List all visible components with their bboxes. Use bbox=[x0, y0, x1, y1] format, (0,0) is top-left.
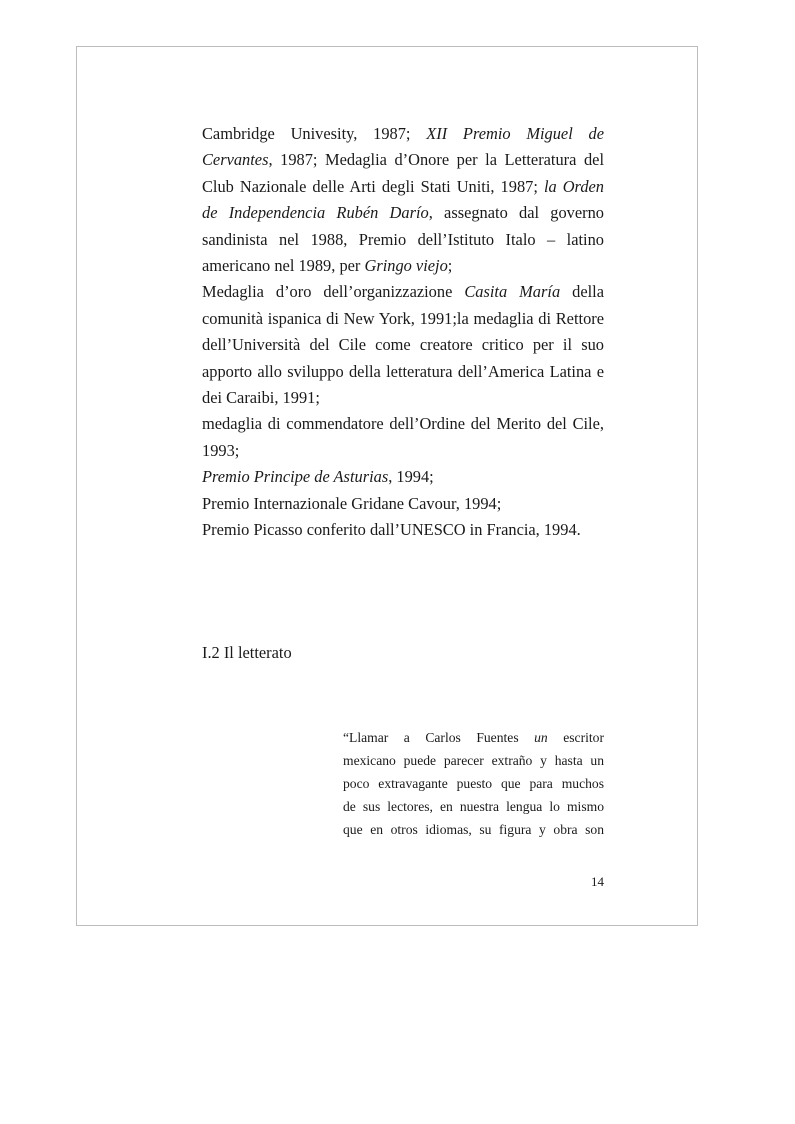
quote-text: “Llamar a Carlos Fuentes bbox=[343, 730, 535, 745]
quote-text: escritor bbox=[547, 730, 604, 745]
italic-award-name: XII Premio Miguel de Cervantes bbox=[202, 124, 604, 170]
text-span: Premio Internazionale Gridane Cavour, 1994; bbox=[202, 493, 502, 513]
awards-text-block bbox=[202, 121, 604, 544]
block-quote bbox=[343, 727, 604, 842]
quote-line: de sus lectores, en nuestra lengua lo mismo bbox=[343, 798, 604, 814]
text-span: , 1987; Medaglia d’Onore per la Letteratura del Club Nazionale delle Arti degli Stati Uniti, 1987; bbox=[202, 150, 604, 196]
text-span: ; bbox=[447, 256, 453, 276]
italic-award-name: Premio Principe de Asturias bbox=[202, 467, 389, 487]
paragraph-awards-1991 bbox=[202, 279, 604, 411]
quote-line bbox=[343, 727, 604, 750]
italic-book-title: Gringo viejo bbox=[364, 256, 448, 276]
text-span: , 1994; bbox=[388, 467, 434, 487]
paragraph-award-1993 bbox=[202, 411, 604, 464]
paragraph-award-asturias bbox=[202, 464, 604, 490]
paragraph-award-cavour bbox=[202, 491, 604, 517]
text-span: della comunità ispanica di New York, 1991;la medaglia di Rettore dell’Università del Cile come creatore critico per il suo apporto allo sviluppo della letteratura dell’America Latina e dei Caraibi, 1991; bbox=[202, 282, 604, 408]
italic-organization-name: Casita María bbox=[464, 282, 561, 302]
italic-award-name: la Orden de Independencia Rubén Darío bbox=[202, 176, 604, 223]
text-span: , assegnato dal governo sandinista nel 1988, Premio dell’Istituto Italo – latino americano nel 1989, per bbox=[202, 203, 604, 276]
quote-line: que en otros idiomas, su figura y obra son bbox=[343, 821, 604, 837]
paragraph-award-picasso bbox=[202, 517, 604, 543]
text-span: Premio Picasso conferito dall’UNESCO in Francia, 1994. bbox=[202, 520, 581, 540]
text-span: Cambridge Univesity, 1987; bbox=[202, 124, 427, 143]
text-span: Medaglia d’oro dell’organizzazione bbox=[202, 282, 465, 302]
paragraph-awards-1987-1989 bbox=[202, 121, 604, 279]
document-page bbox=[76, 46, 698, 926]
quote-line: mexicano puede parecer extraño y hasta un bbox=[343, 752, 604, 768]
text-span: medaglia di commendatore dell’Ordine del Merito del Cile, 1993; bbox=[202, 414, 604, 460]
quote-line: poco extravagante puesto que para muchos bbox=[343, 775, 604, 791]
quote-emphasis: un bbox=[534, 730, 548, 745]
page-number: 14 bbox=[591, 874, 604, 889]
section-heading: I.2 Il letterato bbox=[202, 643, 292, 662]
